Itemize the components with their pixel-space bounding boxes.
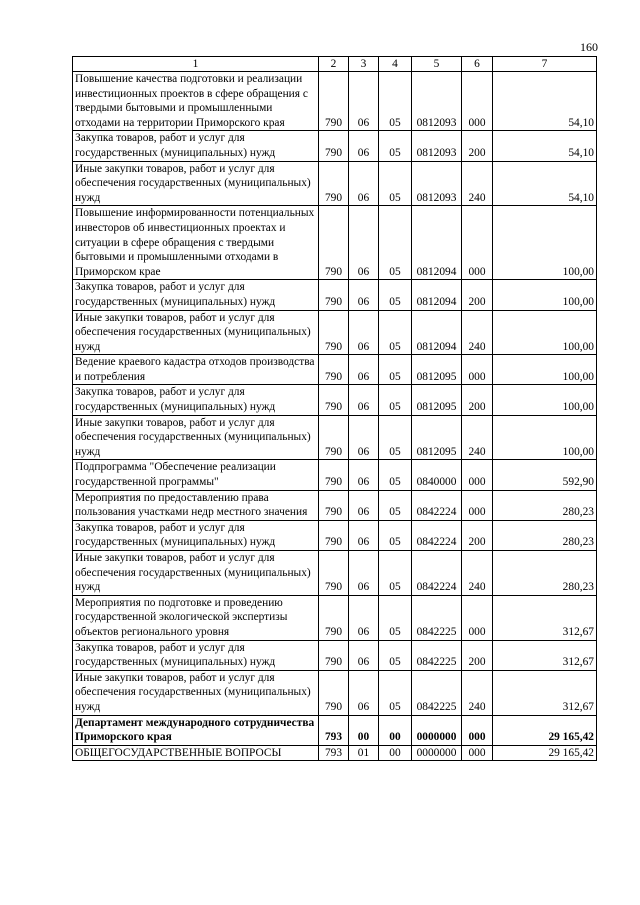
subsection-code-cell: 00 xyxy=(379,745,412,761)
section-code-cell: 06 xyxy=(349,460,379,490)
amount-cell: 100,00 xyxy=(493,355,597,385)
table-row xyxy=(73,460,597,490)
section-code-cell: 06 xyxy=(349,355,379,385)
amount-cell: 100,00 xyxy=(493,310,597,355)
table-row xyxy=(73,520,597,550)
table-row xyxy=(73,745,597,761)
table-row xyxy=(73,206,597,280)
ved-code-cell: 790 xyxy=(319,310,349,355)
target-article-cell: 0000000 xyxy=(412,715,462,745)
table-row xyxy=(73,161,597,206)
section-code-cell: 06 xyxy=(349,72,379,131)
amount-cell: 54,10 xyxy=(493,72,597,131)
target-article-cell: 0812095 xyxy=(412,385,462,415)
section-code-cell: 06 xyxy=(349,670,379,715)
amount-cell: 280,23 xyxy=(493,551,597,596)
ved-code-cell: 790 xyxy=(319,460,349,490)
section-code-cell: 06 xyxy=(349,415,379,460)
target-article-cell: 0842225 xyxy=(412,670,462,715)
expense-type-cell: 000 xyxy=(462,206,493,280)
ved-code-cell: 790 xyxy=(319,415,349,460)
table-row xyxy=(73,551,597,596)
row-name-cell: Департамент международного сотрудничества Приморского края xyxy=(73,715,319,745)
section-code-cell: 06 xyxy=(349,206,379,280)
ved-code-cell: 790 xyxy=(319,520,349,550)
expense-type-cell: 000 xyxy=(462,745,493,761)
table-row xyxy=(73,385,597,415)
table-row xyxy=(73,595,597,640)
ved-code-cell: 790 xyxy=(319,385,349,415)
row-name-cell: Повышение информированности потенциальных инвесторов об инвестиционных проектах и ситуации в сфере обращения с твердыми бытовыми и промышленными отходами в Приморском крае xyxy=(73,206,319,280)
table-row xyxy=(73,715,597,745)
column-header: 3 xyxy=(349,57,379,72)
row-name-cell: Иные закупки товаров, работ и услуг для обеспечения государственных (муниципальных) нужд xyxy=(73,670,319,715)
table-row xyxy=(73,670,597,715)
amount-cell: 54,10 xyxy=(493,131,597,161)
ved-code-cell: 793 xyxy=(319,745,349,761)
expense-type-cell: 240 xyxy=(462,161,493,206)
target-article-cell: 0840000 xyxy=(412,460,462,490)
amount-cell: 312,67 xyxy=(493,670,597,715)
row-name-cell: ОБЩЕГОСУДАРСТВЕННЫЕ ВОПРОСЫ xyxy=(73,745,319,761)
table-header-row xyxy=(73,57,597,72)
subsection-code-cell: 05 xyxy=(379,520,412,550)
subsection-code-cell: 05 xyxy=(379,490,412,520)
target-article-cell: 0812093 xyxy=(412,161,462,206)
subsection-code-cell: 05 xyxy=(379,72,412,131)
target-article-cell: 0812094 xyxy=(412,280,462,310)
ved-code-cell: 793 xyxy=(319,715,349,745)
subsection-code-cell: 05 xyxy=(379,385,412,415)
amount-cell: 100,00 xyxy=(493,206,597,280)
ved-code-cell: 790 xyxy=(319,670,349,715)
amount-cell: 312,67 xyxy=(493,640,597,670)
target-article-cell: 0812093 xyxy=(412,72,462,131)
section-code-cell: 06 xyxy=(349,640,379,670)
ved-code-cell: 790 xyxy=(319,551,349,596)
row-name-cell: Закупка товаров, работ и услуг для государственных (муниципальных) нужд xyxy=(73,640,319,670)
section-code-cell: 06 xyxy=(349,595,379,640)
row-name-cell: Закупка товаров, работ и услуг для государственных (муниципальных) нужд xyxy=(73,520,319,550)
expense-type-cell: 240 xyxy=(462,310,493,355)
subsection-code-cell: 05 xyxy=(379,415,412,460)
expense-type-cell: 000 xyxy=(462,595,493,640)
section-code-cell: 01 xyxy=(349,745,379,761)
column-header: 5 xyxy=(412,57,462,72)
expense-type-cell: 200 xyxy=(462,520,493,550)
target-article-cell: 0842225 xyxy=(412,595,462,640)
table-row xyxy=(73,72,597,131)
target-article-cell: 0812094 xyxy=(412,310,462,355)
amount-cell: 312,67 xyxy=(493,595,597,640)
amount-cell: 29 165,42 xyxy=(493,715,597,745)
target-article-cell: 0812093 xyxy=(412,131,462,161)
expense-type-cell: 200 xyxy=(462,280,493,310)
column-header: 7 xyxy=(493,57,597,72)
row-name-cell: Иные закупки товаров, работ и услуг для обеспечения государственных (муниципальных) нужд xyxy=(73,551,319,596)
table-row xyxy=(73,131,597,161)
section-code-cell: 06 xyxy=(349,490,379,520)
expense-type-cell: 000 xyxy=(462,490,493,520)
column-header: 6 xyxy=(462,57,493,72)
section-code-cell: 00 xyxy=(349,715,379,745)
table-row xyxy=(73,640,597,670)
expense-type-cell: 000 xyxy=(462,460,493,490)
table-row xyxy=(73,280,597,310)
section-code-cell: 06 xyxy=(349,551,379,596)
table-row xyxy=(73,355,597,385)
ved-code-cell: 790 xyxy=(319,206,349,280)
column-header: 4 xyxy=(379,57,412,72)
subsection-code-cell: 05 xyxy=(379,355,412,385)
expense-type-cell: 200 xyxy=(462,131,493,161)
target-article-cell: 0812095 xyxy=(412,355,462,385)
subsection-code-cell: 05 xyxy=(379,280,412,310)
subsection-code-cell: 05 xyxy=(379,161,412,206)
expense-type-cell: 240 xyxy=(462,670,493,715)
expense-type-cell: 000 xyxy=(462,715,493,745)
page-number: 160 xyxy=(580,40,598,54)
ved-code-cell: 790 xyxy=(319,280,349,310)
subsection-code-cell: 05 xyxy=(379,460,412,490)
amount-cell: 592,90 xyxy=(493,460,597,490)
amount-cell: 29 165,42 xyxy=(493,745,597,761)
subsection-code-cell: 00 xyxy=(379,715,412,745)
ved-code-cell: 790 xyxy=(319,595,349,640)
ved-code-cell: 790 xyxy=(319,161,349,206)
row-name-cell: Закупка товаров, работ и услуг для государственных (муниципальных) нужд xyxy=(73,385,319,415)
section-code-cell: 06 xyxy=(349,385,379,415)
section-code-cell: 06 xyxy=(349,280,379,310)
amount-cell: 280,23 xyxy=(493,520,597,550)
target-article-cell: 0842225 xyxy=(412,640,462,670)
subsection-code-cell: 05 xyxy=(379,310,412,355)
row-name-cell: Закупка товаров, работ и услуг для государственных (муниципальных) нужд xyxy=(73,131,319,161)
section-code-cell: 06 xyxy=(349,310,379,355)
amount-cell: 100,00 xyxy=(493,280,597,310)
row-name-cell: Мероприятия по подготовке и проведению государственной экологической экспертизы объектов регионального уровня xyxy=(73,595,319,640)
expense-type-cell: 000 xyxy=(462,355,493,385)
subsection-code-cell: 05 xyxy=(379,670,412,715)
ved-code-cell: 790 xyxy=(319,640,349,670)
table-row xyxy=(73,310,597,355)
expense-type-cell: 200 xyxy=(462,640,493,670)
target-article-cell: 0812095 xyxy=(412,415,462,460)
amount-cell: 100,00 xyxy=(493,415,597,460)
ved-code-cell: 790 xyxy=(319,131,349,161)
subsection-code-cell: 05 xyxy=(379,206,412,280)
row-name-cell: Мероприятия по предоставлению права пользования участками недр местного значения xyxy=(73,490,319,520)
expense-type-cell: 000 xyxy=(462,72,493,131)
target-article-cell: 0842224 xyxy=(412,551,462,596)
target-article-cell: 0000000 xyxy=(412,745,462,761)
row-name-cell: Иные закупки товаров, работ и услуг для обеспечения государственных (муниципальных) нужд xyxy=(73,415,319,460)
row-name-cell: Повышение качества подготовки и реализации инвестиционных проектов в сфере обращения с твердыми бытовыми и промышленными отходами на территории Приморского края xyxy=(73,72,319,131)
expense-type-cell: 240 xyxy=(462,551,493,596)
section-code-cell: 06 xyxy=(349,131,379,161)
row-name-cell: Иные закупки товаров, работ и услуг для обеспечения государственных (муниципальных) нужд xyxy=(73,310,319,355)
amount-cell: 280,23 xyxy=(493,490,597,520)
expense-type-cell: 200 xyxy=(462,385,493,415)
ved-code-cell: 790 xyxy=(319,72,349,131)
row-name-cell: Закупка товаров, работ и услуг для государственных (муниципальных) нужд xyxy=(73,280,319,310)
subsection-code-cell: 05 xyxy=(379,131,412,161)
row-name-cell: Подпрограмма "Обеспечение реализации государственной программы" xyxy=(73,460,319,490)
target-article-cell: 0842224 xyxy=(412,490,462,520)
ved-code-cell: 790 xyxy=(319,490,349,520)
section-code-cell: 06 xyxy=(349,520,379,550)
row-name-cell: Иные закупки товаров, работ и услуг для обеспечения государственных (муниципальных) нужд xyxy=(73,161,319,206)
section-code-cell: 06 xyxy=(349,161,379,206)
amount-cell: 54,10 xyxy=(493,161,597,206)
target-article-cell: 0842224 xyxy=(412,520,462,550)
subsection-code-cell: 05 xyxy=(379,640,412,670)
budget-table xyxy=(72,56,597,761)
subsection-code-cell: 05 xyxy=(379,551,412,596)
column-header: 2 xyxy=(319,57,349,72)
table-row xyxy=(73,490,597,520)
target-article-cell: 0812094 xyxy=(412,206,462,280)
expense-type-cell: 240 xyxy=(462,415,493,460)
amount-cell: 100,00 xyxy=(493,385,597,415)
row-name-cell: Ведение краевого кадастра отходов производства и потребления xyxy=(73,355,319,385)
column-header: 1 xyxy=(73,57,319,72)
subsection-code-cell: 05 xyxy=(379,595,412,640)
table-row xyxy=(73,415,597,460)
ved-code-cell: 790 xyxy=(319,355,349,385)
